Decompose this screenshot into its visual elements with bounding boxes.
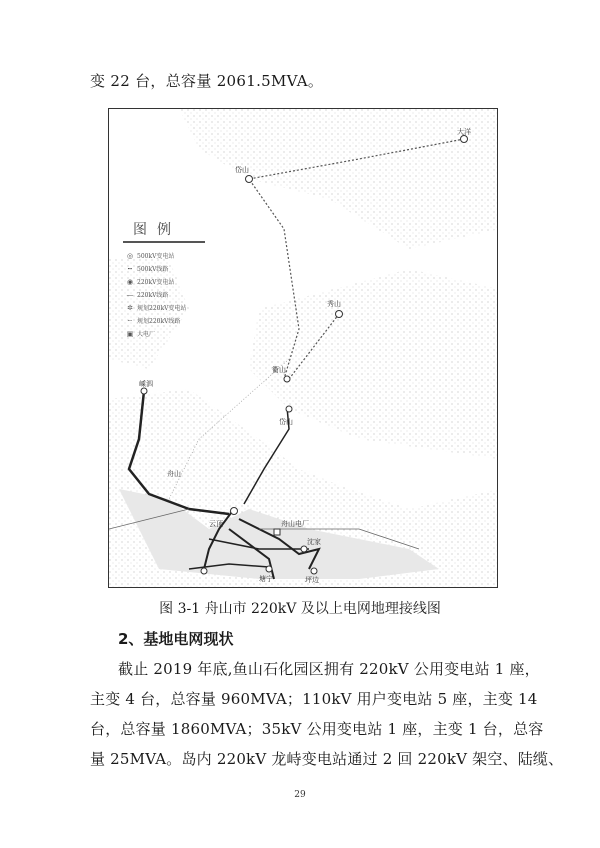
top-text-line: 变 22 台，总容量 2061.5MVA。 — [90, 72, 324, 90]
map-drawing — [109, 109, 498, 588]
place-label: 坪边 — [305, 576, 319, 584]
line-500kv-icon: ┅ — [127, 264, 133, 273]
place-label: 沈家 — [307, 538, 321, 546]
legend-item — [123, 314, 223, 327]
place-label: 舟山电厂 — [281, 520, 309, 528]
place-label: 嵊泗 — [139, 380, 153, 388]
substation-tazhou — [266, 566, 272, 572]
legend-label: 500kV变电站 — [137, 253, 175, 260]
place-label: 秀山 — [327, 300, 341, 308]
legend-label: 220kV线路 — [137, 292, 169, 299]
legend-label: 规划220kV变电站 — [137, 305, 187, 312]
page-number: 29 — [294, 790, 306, 800]
planned-substation-icon: ✲ — [127, 303, 133, 312]
line-220kv-icon: — — [126, 290, 134, 299]
substation-500kv-icon: ◎ — [126, 251, 134, 260]
legend-item — [123, 288, 223, 301]
legend-label: 500kV线路 — [137, 266, 169, 273]
substation-220kv-icon: ◉ — [126, 277, 134, 286]
grid-map — [108, 108, 498, 588]
place-label: 云顶 — [209, 520, 223, 528]
legend-divider — [123, 241, 205, 243]
figure-caption: 图 3-1 舟山市 220kV 及以上电网地理接线图 — [159, 601, 441, 617]
legend-label: 220kV变电站 — [137, 279, 175, 286]
substation-zhenghao — [286, 406, 292, 412]
power-plant-icon: ▣ — [126, 329, 134, 338]
power-plant — [274, 529, 280, 535]
substation-daiqu — [246, 176, 253, 183]
section-heading: 2、基地电网现状 — [118, 630, 234, 648]
legend-item — [123, 262, 223, 275]
paragraph-line: 截止 2019 年底,鱼山石化园区拥有 220kV 公用变电站 1 座， — [118, 660, 540, 678]
substation-pingbian — [311, 568, 317, 574]
place-label: 岱山 — [279, 418, 293, 426]
legend-item — [123, 327, 223, 340]
legend-label: 规划220kV线路 — [137, 318, 181, 325]
legend-item — [123, 275, 223, 288]
sea-area-north — [179, 109, 498, 249]
substation-xiushan — [336, 311, 343, 318]
substation-qushan — [284, 376, 290, 382]
legend-title: 图例 — [133, 222, 181, 238]
paragraph-line: 量 25MVA。岛内 220kV 龙峙变电站通过 2 回 220kV 架空、陆缆、 — [90, 750, 564, 768]
sea-area-middle — [249, 269, 498, 459]
legend-item — [123, 249, 223, 262]
planned-line-icon: ┄ — [127, 316, 133, 325]
place-label: 衢山 — [272, 366, 286, 374]
legend-item — [123, 301, 223, 314]
map-legend — [123, 219, 223, 340]
paragraph-line: 主变 4 台，总容量 960MVA；110kV 用户变电站 5 座，主变 14 — [90, 690, 538, 708]
place-label: 舟山 — [167, 470, 181, 478]
substation-zhoushan — [231, 508, 238, 515]
place-label: 大洋 — [457, 128, 471, 136]
legend-label: 大电厂 — [137, 331, 156, 338]
paragraph-line: 台，总容量 1860MVA；35kV 公用变电站 1 座，主变 1 台，总容 — [90, 720, 544, 738]
place-label: 塘宁 — [259, 575, 273, 583]
substation-south — [201, 568, 207, 574]
place-label: 岱山 — [235, 166, 249, 174]
